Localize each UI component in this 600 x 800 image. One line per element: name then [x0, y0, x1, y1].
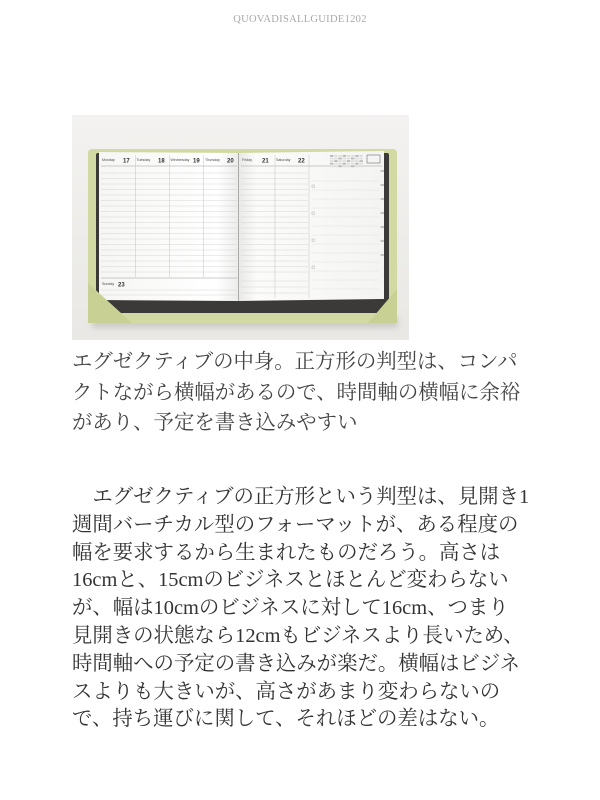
mini-calendar-cell: [334, 163, 337, 165]
day-name-label: Monday: [102, 158, 115, 162]
mini-calendar-cell: [355, 165, 358, 167]
mini-calendar-cell: [343, 160, 346, 162]
day-name-label: Saturday: [276, 158, 291, 162]
body-line: エグゼクティブの正方形という判型は、見開き1: [72, 486, 530, 508]
mini-calendar-cell: [330, 155, 333, 157]
mini-calendar-cell: [330, 165, 333, 167]
mini-calendar-cell: [359, 158, 362, 160]
body-line: 週間バーチカル型のフォーマットが、ある程度の: [72, 513, 519, 536]
planner-photo-drawing: [72, 115, 409, 340]
mini-calendar-cell: [343, 163, 346, 165]
body-paragraph: [72, 484, 542, 734]
caption-line: エグゼクティブの中身。正方形の判型は、コンパ: [72, 351, 518, 373]
mini-calendar-cell: [338, 155, 341, 157]
day-number-label: 21: [262, 158, 269, 165]
body-line: 幅を要求するから生まれたものだろう。高さは: [72, 541, 501, 564]
mini-calendar-cell: [330, 160, 333, 162]
day-number-label: 22: [298, 158, 305, 165]
mini-calendar-cell: [359, 165, 362, 167]
left-page: [99, 152, 238, 301]
day-number-label: 18: [158, 158, 165, 165]
mini-calendar-cell: [347, 155, 350, 157]
mini-calendar-cell: [330, 158, 333, 160]
mini-calendar-cell: [347, 160, 350, 162]
mini-calendar-cell: [355, 160, 358, 162]
day-name-label: Tuesday: [136, 158, 151, 162]
mini-calendar-cell: [347, 165, 350, 167]
mini-calendar-cell: [347, 163, 350, 165]
body-line: 時間軸への予定の書き込みが楽だ。横幅はビジネ: [72, 652, 520, 675]
mini-calendar-cell: [355, 155, 358, 157]
body-line: で、持ち運びに関して、それほどの差はない。: [72, 708, 500, 731]
mini-calendar-cell: [355, 163, 358, 165]
body-line: スよりも大きいが、高さがあまり変わらないの: [72, 680, 501, 703]
mini-calendar-cell: [359, 160, 362, 162]
day-name-label: Friday: [242, 158, 252, 162]
mini-calendar-cell: [351, 165, 354, 167]
mini-calendar-cell: [338, 160, 341, 162]
day-number-label: 19: [193, 158, 200, 165]
mini-calendar-cell: [343, 165, 346, 167]
mini-calendar-cell: [338, 165, 341, 167]
day-name-label: Sunday: [102, 282, 115, 286]
mini-calendar-cell: [338, 163, 341, 165]
day-number-label: 23: [118, 282, 125, 289]
day-name-label: Thursday: [205, 158, 220, 162]
mini-calendar-cell: [351, 158, 354, 160]
mini-calendar-cell: [359, 163, 362, 165]
day-number-label: 17: [123, 158, 130, 165]
caption-line: があり、予定を書き込みやすい: [72, 412, 358, 434]
mini-calendar-cell: [334, 160, 337, 162]
mini-calendar-cell: [347, 158, 350, 160]
mini-calendar-cell: [343, 155, 346, 157]
body-line: 見開きの状態なら12cmもビジネスより長いため、: [72, 624, 524, 647]
mini-calendar-cell: [355, 158, 358, 160]
day-name-label: Wednesday: [170, 158, 190, 162]
mini-calendar-cell: [338, 158, 341, 160]
planner-photo: [72, 115, 409, 340]
day-number-label: 20: [227, 158, 234, 165]
mini-calendar-cell: [351, 155, 354, 157]
mini-calendar-cell: [334, 165, 337, 167]
mini-calendar-cell: [334, 155, 337, 157]
photo-caption: [72, 347, 542, 439]
caption-line: クトながら横幅があるので、時間軸の横幅に余裕: [72, 381, 521, 404]
mini-calendar-cell: [330, 163, 333, 165]
mini-calendar-cell: [359, 155, 362, 157]
mini-calendar-cell: [343, 158, 346, 160]
mini-calendar-cell: [351, 163, 354, 165]
running-header: QUOVADISALLGUIDE1202: [233, 14, 367, 25]
body-line: 16cmと、15cmのビジネスとほとんど変わらない: [72, 569, 509, 592]
mini-calendar-cell: [334, 158, 337, 160]
body-line: が、幅は10cmのビジネスに対して16cm、つまり: [72, 597, 509, 620]
mini-calendar-cell: [351, 160, 354, 162]
